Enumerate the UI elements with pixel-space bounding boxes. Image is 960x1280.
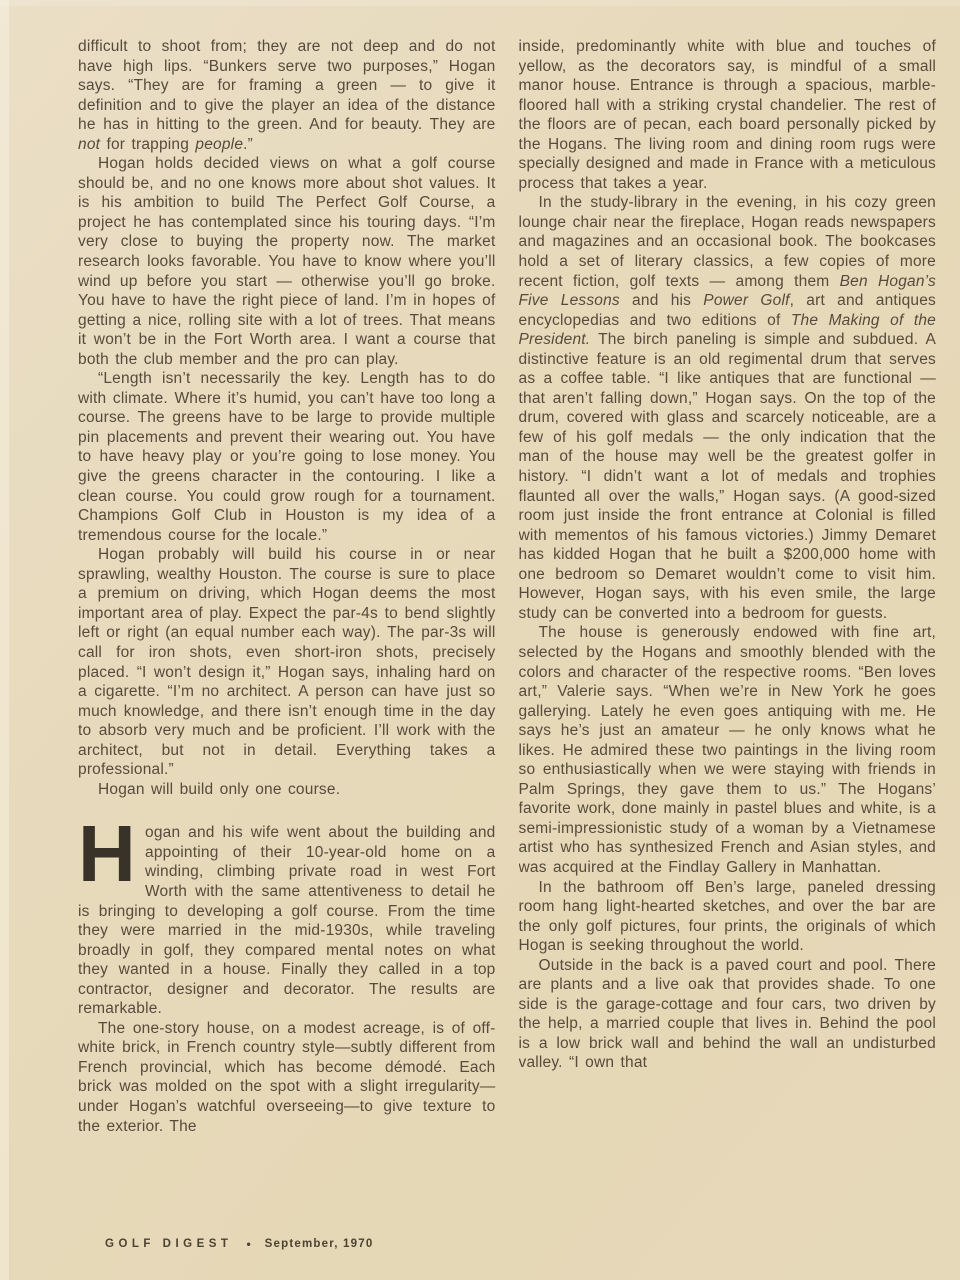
text-run: difficult to shoot from; they are not deep and do not have high lips. “Bunkers serve two purposes,” Hogan says. “They are for framing a green — to give it definition and to give the player an idea of the distance he has in hitting to the green. And for beauty. They are — [78, 38, 496, 134]
paragraph — [78, 1019, 496, 1136]
text-run: ogan and his wife went about the building and appointing of their 10-year-old home on a winding, climbing private road in west Fort Worth with the same attentiveness to detail he is bringing to developing a golf course. From the time they were married in the mid-1930s, while traveling broadly in golf, they compared mental notes on what they wanted in a house. Finally they called in a top contractor, designer and decorator. The results are remarkable. — [78, 824, 496, 1018]
column-left — [78, 37, 496, 1224]
paragraph — [519, 193, 937, 623]
text-run: .” — [243, 135, 254, 153]
paragraph — [78, 154, 496, 369]
paragraph — [78, 780, 496, 800]
text-run: , art and antiques encyclopedias and two editions of — [518, 292, 936, 329]
magazine-title: GOLF DIGEST — [105, 1238, 233, 1250]
italic-text-run: people — [195, 135, 244, 153]
bullet-separator-icon: • — [246, 1237, 251, 1251]
paragraph — [519, 623, 937, 877]
text-run: The birch paneling is simple and subdued. A distinctive feature is an old regimental drum that serves as a coffee table. “I like antiques that are functional — that aren’t falling down,” Hogan says. On the top of the drum, covered with glass and scarcely noticeable, are a few of his golf medals — the only indication that the man of the house may well be the greatest golfer in history. “I didn’t want a lot of medals and trophies flaunted all over the walls,” Hogan says. (A good-sized room just inside the front entrance at Colonial is filled with mementos of his famous victories.) Jimmy Demaret has kidded Hogan that he built a $200,000 home with one bedroom so Demaret wouldn’t come to visit him. However, Hogan says, with his even smile, the large study can be converted into a bedroom for guests. — [518, 331, 936, 622]
issue-date: September, 1970 — [264, 1238, 374, 1250]
paragraph — [78, 809, 496, 1018]
text-run: In the study-library in the evening, in his cozy green lounge chair near the fireplace, Hogan reads newspapers and magazines and an occasional book. The bookcases hold a set of literary classics, a few copies of more recent fiction, golf texts — among them — [518, 194, 936, 290]
italic-text-run: Ben Hogan’s Five Lessons — [518, 272, 936, 310]
paragraph — [78, 369, 496, 545]
text-run: “Length isn’t necessarily the key. Length has to do with climate. Where it’s humid, you can’t have too long a course. The greens have to be large to provide multiple pin placements and prevent their wearing out. You have to have heavy play or you’re going to lose money. You give the greens character in the contouring. I like a clean course. You could grow rough for a tournament. Champions Golf Club in Houston is my idea of a tremendous course for the locale.” — [78, 370, 496, 544]
page-edge-left — [0, 0, 9, 1280]
paragraph — [519, 878, 937, 956]
text-run: for trapping — [100, 135, 196, 153]
italic-text-run: Power Golf — [703, 292, 790, 310]
text-run: The one-story house, on a modest acreage, is of off-white brick, in French country style—subtly different from French provincial, which has become démodé. Each brick was molded on the spot with a slight irregularity—under Hogan’s watchful overseeing—to give texture to the exterior. The — [78, 1019, 496, 1135]
page-footer — [105, 1237, 373, 1251]
column-right — [519, 37, 937, 1224]
text-run: Outside in the back is a paved court and pool. There are plants and a live oak that provides shade. To one side is the garage-cottage and four cars, two driven by the help, a married couple that lives in. Behind the pool is a low brick wall and behind the wall an undisturbed valley. “I own that — [518, 956, 936, 1072]
text-run: Hogan will build only one course. — [98, 780, 341, 798]
paragraph — [78, 37, 496, 154]
page-edge-top — [0, 0, 960, 6]
paragraph — [78, 545, 496, 780]
italic-text-run: The Making of the President. — [518, 311, 936, 349]
italic-text-run: not — [78, 135, 101, 153]
text-run: inside, predominantly white with blue and touches of yellow, as the decorators say, is mindful of a small manor house. Entrance is through a spacious, marble-floored hall with a striking crystal chandelier. The rest of the floors are of pecan, each board personally picked by the Hogans. The living room and dining room rugs were specially designed and made in France with a meticulous process that takes a year. — [518, 38, 936, 192]
text-run: In the bathroom off Ben’s large, paneled dressing room hang light-hearted sketches, and over the bar are the only golf pictures, four prints, the originals of which Hogan is seeking throughout the world. — [518, 878, 936, 955]
text-run: Hogan probably will build his course in or near sprawling, wealthy Houston. The course is sure to place a premium on driving, which Hogan deems the most important area of play. Expect the par-4s to bend slightly left or right (an equal number each way). The par-3s will call for iron shots, even short-iron shots, precisely placed. “I won’t design it,” Hogan says, inhaling hard on a cigarette. “I’m no architect. A person can have just so much knowledge, and there isn’t enough time in the day to absorb very much and be proficient. I’ll work with the architect, but not in detail. Everything takes a professional.” — [78, 546, 496, 779]
text-run: and his — [619, 292, 704, 310]
text-run: The house is generously endowed with fine art, selected by the Hogans and smoothly blended with the colors and character of the respective rooms. “Ben loves art,” Valerie says. “When we’re in New York he goes gallerying. Lately he even goes antiquing with me. He says he’s just an amateur — he only knows what he likes. He admired these two paintings in the living room so enthusiastically when we were staying with friends in Palm Springs, they gave them to us.” The Hogans’ favorite work, done mainly in pastel blues and white, is a semi-impressionistic study of a woman by a Vietnamese artist who has synthesized French and Asian styles, and was acquired at the Findlay Gallery in Manhattan. — [518, 624, 936, 876]
drop-cap-letter: H — [78, 809, 136, 899]
paragraph — [519, 37, 937, 193]
article-body — [78, 37, 936, 1224]
text-run: Hogan holds decided views on what a golf course should be, and no one knows more about shot values. It is his ambition to build The Perfect Golf Course, a project he has contemplated since his touring days. “I’m very close to buying the property now. The market research looks favorable. You have to know where you’ll wind up before you start — otherwise you’ll go broke. You have to have the right piece of land. I’m in hopes of getting a nice, rolling site with a lot of trees. That means it won’t be in the Fort Worth area. I want a course that both the club member and the pro can play. — [78, 155, 496, 368]
paragraph — [519, 956, 937, 1073]
